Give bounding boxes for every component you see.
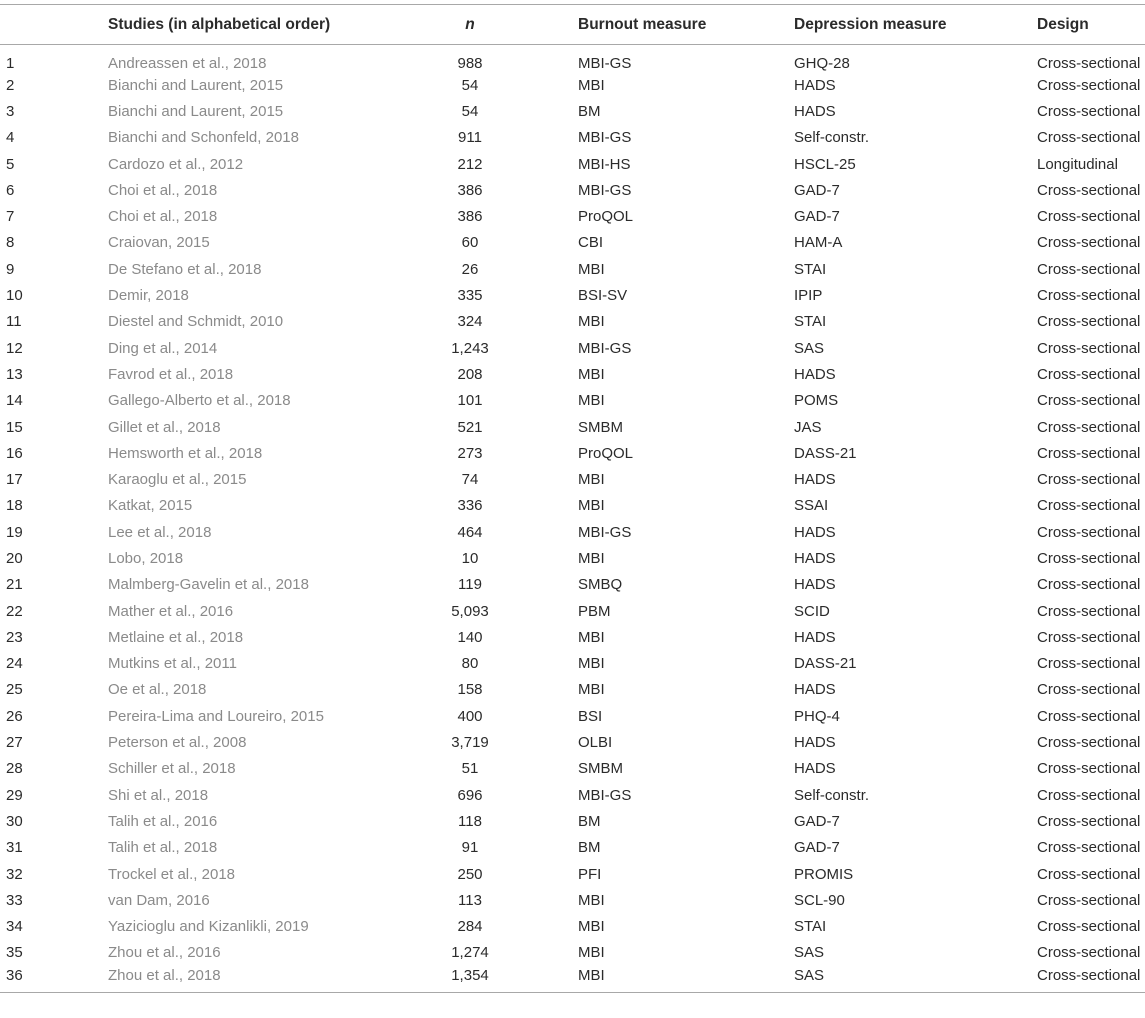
spacer-cell [520, 835, 578, 861]
burnout-measure-cell: PBM [578, 602, 611, 620]
table-row [0, 677, 1145, 703]
spacer-cell [520, 493, 578, 519]
spacer-cell [520, 545, 578, 571]
design-cell: Cross-sectional [1037, 102, 1141, 120]
study-cell: Bianchi and Schonfeld, 2018 [108, 129, 299, 147]
sample-size-cell: 464 [457, 523, 483, 541]
table-row [0, 572, 1145, 598]
row-index: 16 [6, 444, 23, 462]
row-index: 5 [6, 155, 15, 173]
sample-size-cell: 80 [461, 655, 479, 673]
sample-size-cell: 54 [461, 102, 479, 120]
sample-size-cell: 284 [457, 918, 483, 936]
burnout-measure-cell: MBI [578, 497, 605, 515]
design-cell: Cross-sectional [1037, 865, 1141, 883]
study-cell: van Dam, 2016 [108, 891, 210, 909]
study-cell: Lobo, 2018 [108, 549, 184, 567]
burnout-measure-cell: BSI [578, 707, 603, 725]
study-cell: Demir, 2018 [108, 287, 189, 305]
depression-measure-cell: HADS [794, 734, 836, 752]
spacer-cell [520, 756, 578, 782]
spacer-cell [520, 651, 578, 677]
design-cell: Cross-sectional [1037, 812, 1141, 830]
design-cell: Cross-sectional [1037, 549, 1141, 567]
design-cell: Cross-sectional [1037, 839, 1141, 857]
table-row [0, 309, 1145, 335]
design-cell: Longitudinal [1037, 155, 1118, 173]
row-index: 15 [6, 418, 23, 436]
table-row [0, 361, 1145, 387]
row-index: 11 [6, 313, 22, 331]
depression-measure-cell: HAM-A [794, 234, 843, 252]
burnout-measure-cell: MBI [578, 944, 605, 962]
burnout-measure-cell: MBI-GS [578, 181, 632, 199]
table-row [0, 256, 1145, 282]
table-row [0, 203, 1145, 229]
burnout-measure-cell: MBI-GS [578, 523, 632, 541]
depression-measure-cell: SSAI [794, 497, 829, 515]
table-row [0, 887, 1145, 913]
depression-measure-cell: HADS [794, 760, 836, 778]
spacer-cell [520, 572, 578, 598]
spacer-cell [520, 45, 578, 73]
sample-size-cell: 91 [461, 839, 479, 857]
header-burnout-measure: Burnout measure [578, 5, 794, 45]
design-cell: Cross-sectional [1037, 365, 1141, 383]
study-cell: Schiller et al., 2018 [108, 760, 236, 778]
row-index: 25 [6, 681, 23, 699]
study-cell: Yazicioglu and Kizanlikli, 2019 [108, 918, 309, 936]
study-cell: Talih et al., 2018 [108, 839, 218, 857]
depression-measure-cell: PROMIS [794, 865, 854, 883]
study-cell: Bianchi and Laurent, 2015 [108, 76, 284, 94]
row-index: 9 [6, 260, 15, 278]
sample-size-cell: 60 [461, 234, 479, 252]
header-spacer [520, 5, 578, 45]
sample-size-cell: 140 [457, 628, 483, 646]
row-index: 3 [6, 102, 15, 120]
design-cell: Cross-sectional [1037, 628, 1141, 646]
depression-measure-cell: POMS [794, 392, 839, 410]
sample-size-cell: 101 [457, 392, 483, 410]
row-index: 19 [6, 523, 23, 541]
design-cell: Cross-sectional [1037, 707, 1141, 725]
depression-measure-cell: HADS [794, 576, 836, 594]
spacer-cell [520, 125, 578, 151]
sample-size-cell: 74 [461, 471, 479, 489]
sample-size-cell: 1,243 [451, 339, 489, 357]
header-depression-measure: Depression measure [794, 5, 1037, 45]
row-index: 23 [6, 628, 23, 646]
burnout-measure-cell: MBI-GS [578, 55, 632, 72]
header-n: n [420, 5, 520, 45]
burnout-measure-cell: MBI [578, 966, 794, 992]
table-row [0, 756, 1145, 782]
row-index: 24 [6, 655, 23, 673]
burnout-measure-cell: MBI [578, 471, 605, 489]
design-cell: Cross-sectional [1037, 786, 1141, 804]
depression-measure-cell: HADS [794, 365, 836, 383]
design-cell: Cross-sectional [1037, 523, 1141, 541]
table-row [0, 388, 1145, 414]
sample-size-cell: 988 [457, 55, 483, 72]
depression-measure-cell: SCL-90 [794, 891, 845, 909]
table-row [0, 466, 1145, 492]
header-index [0, 5, 108, 45]
table-row [0, 519, 1145, 545]
row-index: 8 [6, 234, 15, 252]
study-cell: Choi et al., 2018 [108, 208, 218, 226]
row-index: 6 [6, 181, 15, 199]
sample-size-cell: 54 [461, 76, 479, 94]
sample-size-cell: 10 [461, 549, 479, 567]
depression-measure-cell: SAS [794, 944, 825, 962]
study-cell: Ding et al., 2014 [108, 339, 218, 357]
design-cell: Cross-sectional [1037, 129, 1141, 147]
studies-table [0, 4, 1145, 993]
study-cell: Malmberg-Gavelin et al., 2018 [108, 576, 309, 594]
design-cell: Cross-sectional [1037, 392, 1141, 410]
row-index: 28 [6, 760, 23, 778]
study-cell: Choi et al., 2018 [108, 181, 218, 199]
row-index: 1 [6, 55, 15, 72]
row-index: 27 [6, 734, 23, 752]
spacer-cell [520, 703, 578, 729]
spacer-cell [520, 677, 578, 703]
study-cell: Pereira-Lima and Loureiro, 2015 [108, 707, 324, 725]
design-cell: Cross-sectional [1037, 891, 1141, 909]
spacer-cell [520, 729, 578, 755]
study-cell: Metlaine et al., 2018 [108, 628, 244, 646]
table-row [0, 861, 1145, 887]
depression-measure-cell: DASS-21 [794, 655, 857, 673]
burnout-measure-cell: MBI [578, 628, 605, 646]
study-cell: Katkat, 2015 [108, 497, 193, 515]
table-row [0, 282, 1145, 308]
study-cell: Zhou et al., 2018 [108, 966, 420, 992]
study-cell: Craiovan, 2015 [108, 234, 210, 252]
header-study: Studies (in alphabetical order) [108, 5, 420, 45]
depression-measure-cell: SCID [794, 602, 830, 620]
study-cell: Peterson et al., 2008 [108, 734, 247, 752]
row-index: 21 [6, 576, 23, 594]
spacer-cell [520, 808, 578, 834]
table-row [0, 966, 1145, 992]
row-index: 4 [6, 129, 15, 147]
study-cell: Hemsworth et al., 2018 [108, 444, 263, 462]
spacer-cell [520, 519, 578, 545]
depression-measure-cell: GAD-7 [794, 181, 840, 199]
depression-measure-cell: GAD-7 [794, 839, 840, 857]
row-index: 20 [6, 549, 23, 567]
design-cell: Cross-sectional [1037, 260, 1141, 278]
row-index: 30 [6, 812, 23, 830]
row-index: 2 [6, 76, 15, 94]
table-row [0, 835, 1145, 861]
design-cell: Cross-sectional [1037, 234, 1141, 252]
depression-measure-cell: GAD-7 [794, 812, 840, 830]
row-index: 17 [6, 471, 23, 489]
burnout-measure-cell: MBI [578, 681, 605, 699]
burnout-measure-cell: MBI [578, 76, 605, 94]
row-index: 22 [6, 602, 23, 620]
table-row [0, 440, 1145, 466]
design-cell: Cross-sectional [1037, 76, 1141, 94]
sample-size-cell: 400 [457, 707, 483, 725]
depression-measure-cell: HADS [794, 681, 836, 699]
sample-size-cell: 386 [457, 208, 483, 226]
table-row [0, 45, 1145, 73]
burnout-measure-cell: MBI [578, 260, 605, 278]
row-index: 26 [6, 707, 23, 725]
row-index: 36 [0, 966, 108, 992]
sample-size-cell: 273 [457, 444, 483, 462]
study-cell: De Stefano et al., 2018 [108, 260, 262, 278]
spacer-cell [520, 72, 578, 98]
spacer-cell [520, 782, 578, 808]
sample-size-cell: 386 [457, 181, 483, 199]
study-cell: Shi et al., 2018 [108, 786, 209, 804]
depression-measure-cell: HADS [794, 628, 836, 646]
burnout-measure-cell: SMBM [578, 418, 623, 436]
spacer-cell [520, 388, 578, 414]
table-row [0, 703, 1145, 729]
sample-size-cell: 212 [457, 155, 483, 173]
burnout-measure-cell: MBI-GS [578, 786, 632, 804]
sample-size-cell: 1,274 [451, 944, 489, 962]
design-cell: Cross-sectional [1037, 602, 1141, 620]
burnout-measure-cell: MBI [578, 365, 605, 383]
depression-measure-cell: HADS [794, 471, 836, 489]
row-index: 35 [6, 944, 23, 962]
study-cell: Andreassen et al., 2018 [108, 55, 267, 72]
design-cell: Cross-sectional [1037, 471, 1141, 489]
study-cell: Zhou et al., 2016 [108, 944, 221, 962]
study-cell: Cardozo et al., 2012 [108, 155, 244, 173]
row-index: 31 [6, 839, 23, 857]
header-design: Design [1037, 5, 1145, 45]
depression-measure-cell: STAI [794, 260, 827, 278]
depression-measure-cell: IPIP [794, 287, 823, 305]
table-header-row [0, 5, 1145, 45]
sample-size-cell: 119 [458, 576, 482, 594]
study-cell: Diestel and Schmidt, 2010 [108, 313, 284, 331]
spacer-cell [520, 887, 578, 913]
row-index: 29 [6, 786, 23, 804]
spacer-cell [520, 203, 578, 229]
burnout-measure-cell: BM [578, 812, 601, 830]
spacer-cell [520, 335, 578, 361]
spacer-cell [520, 440, 578, 466]
sample-size-cell: 250 [457, 865, 483, 883]
design-cell: Cross-sectional [1037, 444, 1141, 462]
sample-size-cell: 521 [457, 418, 483, 436]
sample-size-cell: 26 [461, 260, 479, 278]
table-row [0, 729, 1145, 755]
study-cell: Bianchi and Laurent, 2015 [108, 102, 284, 120]
design-cell: Cross-sectional [1037, 497, 1141, 515]
burnout-measure-cell: OLBI [578, 734, 613, 752]
table-row [0, 624, 1145, 650]
design-cell: Cross-sectional [1037, 681, 1141, 699]
burnout-measure-cell: MBI [578, 392, 605, 410]
depression-measure-cell: HADS [794, 549, 836, 567]
spacer-cell [520, 230, 578, 256]
study-cell: Talih et al., 2016 [108, 812, 218, 830]
spacer-cell [520, 256, 578, 282]
burnout-measure-cell: MBI [578, 918, 605, 936]
depression-measure-cell: Self-constr. [794, 129, 870, 147]
table-row [0, 72, 1145, 98]
spacer-cell [520, 624, 578, 650]
sample-size-cell: 5,093 [451, 602, 489, 620]
depression-measure-cell: HADS [794, 76, 836, 94]
study-cell: Trockel et al., 2018 [108, 865, 236, 883]
spacer-cell [520, 282, 578, 308]
burnout-measure-cell: CBI [578, 234, 604, 252]
depression-measure-cell: DASS-21 [794, 444, 857, 462]
sample-size-cell: 1,354 [420, 966, 520, 992]
table-row [0, 940, 1145, 966]
spacer-cell [520, 966, 578, 992]
design-cell: Cross-sectional [1037, 576, 1141, 594]
row-index: 33 [6, 891, 23, 909]
depression-measure-cell: STAI [794, 918, 827, 936]
burnout-measure-cell: BM [578, 839, 601, 857]
design-cell: Cross-sectional [1037, 287, 1141, 305]
depression-measure-cell: PHQ-4 [794, 707, 840, 725]
sample-size-cell: 911 [458, 129, 482, 147]
spacer-cell [520, 940, 578, 966]
depression-measure-cell: GAD-7 [794, 208, 840, 226]
study-cell: Gillet et al., 2018 [108, 418, 221, 436]
row-index: 14 [6, 392, 23, 410]
table-row [0, 151, 1145, 177]
sample-size-cell: 3,719 [451, 734, 489, 752]
row-index: 10 [6, 287, 23, 305]
study-cell: Mather et al., 2016 [108, 602, 234, 620]
sample-size-cell: 696 [457, 786, 483, 804]
spacer-cell [520, 309, 578, 335]
burnout-measure-cell: BM [578, 102, 601, 120]
table-row [0, 230, 1145, 256]
spacer-cell [520, 414, 578, 440]
row-index: 13 [6, 365, 23, 383]
table-row [0, 545, 1145, 571]
depression-measure-cell: SAS [794, 339, 825, 357]
spacer-cell [520, 466, 578, 492]
burnout-measure-cell: MBI-GS [578, 129, 632, 147]
design-cell: Cross-sectional [1037, 760, 1141, 778]
sample-size-cell: 118 [458, 812, 482, 830]
burnout-measure-cell: MBI [578, 891, 605, 909]
design-cell: Cross-sectional [1037, 181, 1141, 199]
spacer-cell [520, 151, 578, 177]
sample-size-cell: 208 [457, 365, 483, 383]
table-row [0, 177, 1145, 203]
design-cell: Cross-sectional [1037, 339, 1141, 357]
burnout-measure-cell: MBI [578, 313, 605, 331]
design-cell: Cross-sectional [1037, 55, 1141, 72]
table-row [0, 414, 1145, 440]
burnout-measure-cell: MBI-GS [578, 339, 632, 357]
row-index: 12 [6, 339, 23, 357]
design-cell: Cross-sectional [1037, 418, 1141, 436]
study-cell: Gallego-Alberto et al., 2018 [108, 392, 291, 410]
sample-size-cell: 51 [461, 760, 479, 778]
burnout-measure-cell: BSI-SV [578, 287, 628, 305]
burnout-measure-cell: MBI-HS [578, 155, 631, 173]
depression-measure-cell: JAS [794, 418, 822, 436]
burnout-measure-cell: MBI [578, 549, 605, 567]
sample-size-cell: 158 [457, 681, 483, 699]
sample-size-cell: 324 [457, 313, 483, 331]
study-cell: Mutkins et al., 2011 [108, 655, 237, 673]
table-row [0, 808, 1145, 834]
sample-size-cell: 336 [457, 497, 483, 515]
burnout-measure-cell: ProQOL [578, 444, 634, 462]
row-index: 34 [6, 918, 23, 936]
design-cell: Cross-sectional [1037, 944, 1141, 962]
table-row [0, 493, 1145, 519]
table-row [0, 651, 1145, 677]
depression-measure-cell: HSCL-25 [794, 155, 856, 173]
burnout-measure-cell: ProQOL [578, 208, 634, 226]
burnout-measure-cell: PFI [578, 865, 602, 883]
depression-measure-cell: GHQ-28 [794, 55, 850, 72]
burnout-measure-cell: SMBQ [578, 576, 623, 594]
row-index: 32 [6, 865, 23, 883]
design-cell: Cross-sectional [1037, 208, 1141, 226]
burnout-measure-cell: MBI [578, 655, 605, 673]
table-row [0, 98, 1145, 124]
study-cell: Karaoglu et al., 2015 [108, 471, 247, 489]
depression-measure-cell: STAI [794, 313, 827, 331]
sample-size-cell: 113 [458, 891, 482, 909]
depression-measure-cell: HADS [794, 523, 836, 541]
design-cell: Cross-sectional [1037, 966, 1145, 992]
depression-measure-cell: Self-constr. [794, 786, 870, 804]
study-cell: Lee et al., 2018 [108, 523, 212, 541]
sample-size-cell: 335 [457, 287, 483, 305]
spacer-cell [520, 361, 578, 387]
table-row [0, 598, 1145, 624]
design-cell: Cross-sectional [1037, 313, 1141, 331]
table-row [0, 782, 1145, 808]
study-cell: Oe et al., 2018 [108, 681, 207, 699]
depression-measure-cell: HADS [794, 102, 836, 120]
spacer-cell [520, 177, 578, 203]
depression-measure-cell: SAS [794, 966, 1037, 992]
table-row [0, 125, 1145, 151]
design-cell: Cross-sectional [1037, 918, 1141, 936]
row-index: 18 [6, 497, 23, 515]
spacer-cell [520, 861, 578, 887]
table-row [0, 914, 1145, 940]
spacer-cell [520, 914, 578, 940]
burnout-measure-cell: SMBM [578, 760, 623, 778]
study-cell: Favrod et al., 2018 [108, 365, 234, 383]
row-index: 7 [6, 208, 15, 226]
table-row [0, 335, 1145, 361]
table-body [0, 45, 1145, 993]
spacer-cell [520, 598, 578, 624]
design-cell: Cross-sectional [1037, 734, 1141, 752]
design-cell: Cross-sectional [1037, 655, 1141, 673]
spacer-cell [520, 98, 578, 124]
